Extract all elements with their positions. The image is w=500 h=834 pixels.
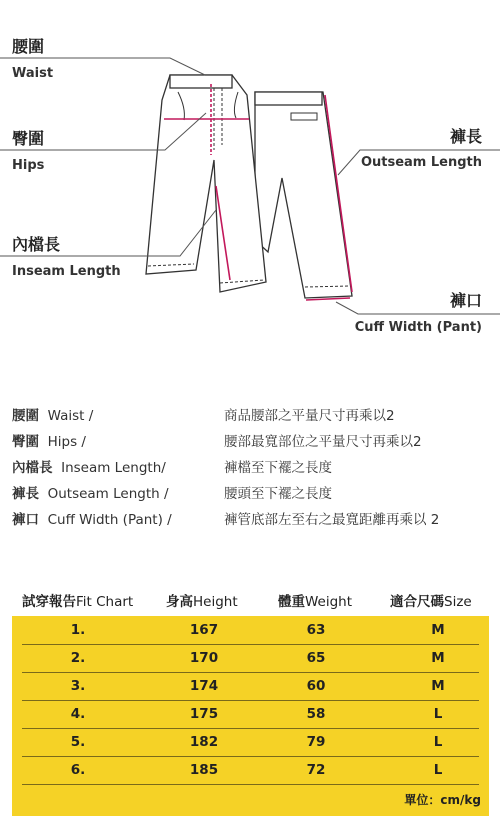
row-weight: 65: [306, 650, 326, 666]
row-number: 6.: [70, 762, 86, 778]
inseam-label-zh: 內檔長: [12, 235, 61, 254]
row-number: 3.: [70, 678, 86, 694]
row-height: 167: [189, 622, 219, 638]
row-size: M: [431, 678, 445, 694]
fit-chart-table: [12, 580, 489, 816]
table-row: [12, 756, 489, 784]
inseam-label-en: Inseam Length: [12, 264, 121, 279]
row-number: 4.: [70, 706, 86, 722]
def-desc: 商品腰部之平量尺寸再乘以2: [224, 408, 395, 424]
header-height: 身高Height: [166, 594, 238, 610]
def-term: 褲口 Cuff Width (Pant) /: [12, 512, 172, 528]
waist-label-en: Waist: [12, 66, 54, 81]
row-height: 170: [189, 650, 219, 666]
front-pant-drawing: [146, 75, 266, 292]
header-size: 適合尺碼Size: [390, 594, 472, 610]
row-number: 5.: [70, 734, 86, 750]
row-weight: 79: [306, 734, 326, 750]
row-weight: 63: [306, 622, 326, 638]
def-term: 內檔長 Inseam Length/: [12, 460, 166, 476]
pants-measurement-diagram: [0, 0, 500, 360]
row-number: 2.: [70, 650, 86, 666]
row-number: 1.: [70, 622, 86, 638]
table-row: [12, 616, 489, 644]
row-size: L: [433, 734, 443, 750]
header-fit-chart: 試穿報告Fit Chart: [22, 594, 134, 610]
row-size: M: [431, 622, 445, 638]
cuff-label-zh: 褲口: [449, 291, 482, 310]
row-height: 182: [189, 734, 219, 750]
table-row: [12, 700, 489, 728]
row-height: 185: [189, 762, 219, 778]
hips-label-en: Hips: [12, 158, 45, 173]
table-row: [12, 672, 489, 700]
row-weight: 58: [306, 706, 326, 722]
row-weight: 60: [306, 678, 326, 694]
row-weight: 72: [306, 762, 326, 778]
header-weight: 體重Weight: [278, 594, 353, 610]
back-pant-drawing: [255, 92, 352, 298]
def-term: 褲長 Outseam Length /: [12, 486, 169, 502]
outseam-label-en: Outseam Length: [360, 155, 482, 170]
fit-chart-header: [12, 580, 489, 616]
hips-label-zh: 臀圍: [12, 129, 45, 148]
unit-note: 單位：cm/kg: [404, 793, 481, 807]
table-row: [12, 728, 489, 756]
row-size: L: [433, 762, 443, 778]
def-term: 腰圍 Waist /: [12, 408, 94, 424]
row-size: L: [433, 706, 443, 722]
row-height: 174: [189, 678, 219, 694]
row-size: M: [431, 650, 445, 666]
def-desc: 褲管底部左至右之最寬距離再乘以 2: [224, 512, 440, 528]
row-height: 175: [189, 706, 219, 722]
outseam-label-zh: 褲長: [449, 127, 482, 146]
table-row: [12, 644, 489, 672]
waist-label-zh: 腰圍: [12, 37, 45, 56]
row-divider: [22, 784, 479, 785]
cuff-label-en: Cuff Width (Pant): [354, 320, 482, 335]
def-desc: 腰部最寬部位之平量尺寸再乘以2: [224, 434, 422, 450]
def-desc: 腰頭至下襬之長度: [224, 486, 332, 502]
def-term: 臀圍 Hips /: [12, 434, 86, 450]
def-desc: 褲檔至下襬之長度: [224, 460, 332, 476]
